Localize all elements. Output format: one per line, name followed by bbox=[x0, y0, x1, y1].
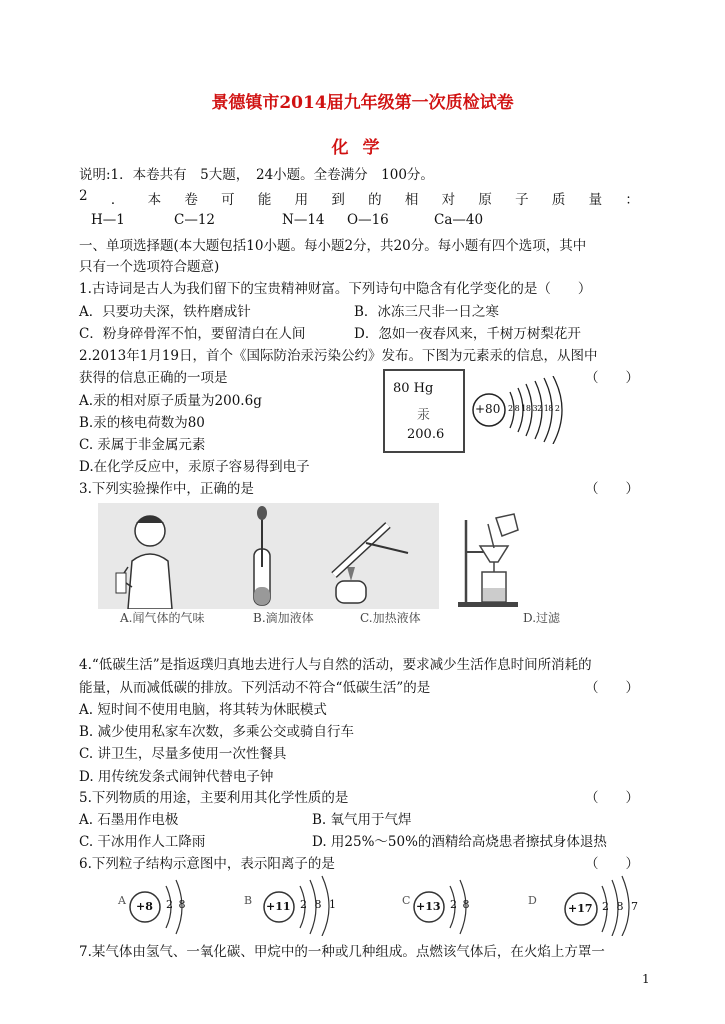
q1-option-c: C．粉身碎骨浑不怕，要留清白在人间 bbox=[79, 326, 306, 342]
subject-title: 化学 bbox=[331, 138, 394, 158]
q6-option-c-diagram bbox=[380, 872, 480, 936]
q6-option-c-letter: C bbox=[402, 894, 411, 907]
mass-ca: Ca—40 bbox=[434, 212, 484, 228]
q3-answer-paren: （ ） bbox=[585, 481, 639, 497]
electron-shells: 2 8 18 32 18 2 bbox=[508, 404, 560, 413]
filtration-illustration bbox=[452, 510, 522, 610]
element-mass: 200.6 bbox=[407, 427, 445, 442]
q3-label-d: D.过滤 bbox=[523, 611, 561, 625]
q6-option-b-shells: 2 8 1 bbox=[300, 898, 336, 911]
mass-n: N—14 bbox=[282, 212, 325, 228]
exam-title: 景德镇市2014届九年级第一次质检试卷 bbox=[211, 93, 514, 113]
q3-label-c: C.加热液体 bbox=[360, 611, 421, 623]
q6-option-a-nucleus: +8 bbox=[136, 900, 153, 913]
q1-stem: 1.古诗词是古人为我们留下的宝贵精神财富。下列诗句中隐含有化学变化的是（ ） bbox=[79, 281, 592, 297]
q5-stem: 5.下列物质的用途，主要利用其化学性质的是 bbox=[79, 790, 349, 806]
q4-option-b: B. 减少使用私家车次数，多乘公交或骑自行车 bbox=[79, 724, 355, 740]
q5-option-a: A. 石墨用作电极 bbox=[79, 812, 179, 828]
mercury-element-card bbox=[383, 369, 465, 453]
page-number: 1 bbox=[642, 972, 650, 986]
q4-option-c: C. 讲卫生，尽量多使用一次性餐具 bbox=[79, 746, 287, 762]
q4-stem-cont: 能量，从而减低碳的排放。下列活动不符合“低碳生活”的是 bbox=[79, 680, 431, 696]
q6-option-d-nucleus: +17 bbox=[568, 902, 593, 915]
q6-option-b-diagram bbox=[230, 872, 340, 936]
q2-option-b: B.汞的核电荷数为80 bbox=[79, 415, 205, 431]
q4-option-d: D. 用传统发条式闹钟代替电子钟 bbox=[79, 769, 274, 785]
mass-o: O—16 bbox=[347, 212, 389, 228]
q1-option-b: B．冰冻三尺非一日之寒 bbox=[354, 304, 499, 320]
q7-stem: 7.某气体由氢气、一氧化碳、甲烷中的一种或几种组成。点燃该气体后，在火焰上方罩一 bbox=[79, 944, 605, 960]
q5-option-c: C. 干冰用作人工降雨 bbox=[79, 834, 206, 850]
q4-option-a: A. 短时间不使用电脑，将其转为休眠模式 bbox=[79, 702, 327, 718]
q2-stem-cont: 获得的信息正确的一项是 bbox=[79, 370, 228, 386]
q2-answer-paren: （ ） bbox=[585, 370, 639, 386]
q6-option-d-diagram bbox=[526, 872, 636, 936]
q2-option-a: A.汞的相对原子质量为200.6g bbox=[79, 393, 262, 409]
element-name: 汞 bbox=[417, 408, 431, 423]
atom-nucleus: +80 bbox=[475, 402, 501, 416]
q6-option-a-letter: A bbox=[118, 894, 126, 907]
lab-illustrations-abc bbox=[98, 503, 439, 609]
q6-option-d-shells: 2 8 7 bbox=[602, 900, 638, 913]
q6-option-d-letter: D bbox=[528, 894, 537, 907]
section1-heading-cont: 只有一个选项符合题意) bbox=[79, 259, 220, 275]
q6-option-c-shells: 2 8 bbox=[450, 898, 470, 911]
atomic-mass-label: 2 ． 本 卷 可 能 用 到 的 相 对 原 子 质 量 ： bbox=[79, 188, 639, 208]
mass-h: H—1 bbox=[91, 212, 125, 228]
q2-stem: 2.2013年1月19日，首个《国际防治汞污染公约》发布。下图为元素汞的信息，从图中 bbox=[79, 348, 598, 364]
q3-label-b: B.滴加液体 bbox=[253, 611, 314, 623]
lab-labels-strip bbox=[98, 609, 439, 623]
element-number-symbol: 80 Hg bbox=[393, 381, 434, 396]
q3-label-a: A.闻气体的气味 bbox=[120, 611, 205, 623]
q5-option-d: D. 用25%～50%的酒精给高烧患者擦拭身体退热 bbox=[312, 834, 607, 850]
q3-stem: 3.下列实验操作中，正确的是 bbox=[79, 481, 254, 497]
q6-option-a-diagram bbox=[96, 872, 196, 936]
q2-option-d: D.在化学反应中，汞原子容易得到电子 bbox=[79, 459, 310, 475]
section1-heading: 一、单项选择题(本大题包括10小题。每小题2分，共20分。每小题有四个选项，其中 bbox=[79, 238, 587, 254]
mercury-atom-structure bbox=[470, 376, 580, 444]
q4-stem: 4.“低碳生活”是指返璞归真地去进行人与自然的活动，要求减少生活作息时间所消耗的 bbox=[79, 657, 592, 673]
q4-answer-paren: （ ） bbox=[585, 680, 639, 696]
q1-option-d: D．忽如一夜春风来，千树万树梨花开 bbox=[354, 326, 581, 342]
q6-stem: 6.下列粒子结构示意图中，表示阳离子的是 bbox=[79, 856, 335, 872]
q5-option-b: B. 氧气用于气焊 bbox=[312, 812, 412, 828]
q1-option-a: A．只要功夫深，铁杵磨成针 bbox=[79, 304, 251, 320]
q6-answer-paren: （ ） bbox=[585, 856, 639, 872]
q6-option-b-letter: B bbox=[244, 894, 253, 907]
q6-option-a-shells: 2 8 bbox=[166, 898, 186, 911]
q5-answer-paren: （ ） bbox=[585, 790, 639, 806]
q6-option-b-nucleus: +11 bbox=[266, 900, 291, 913]
mass-c: C—12 bbox=[174, 212, 216, 228]
q6-option-c-nucleus: +13 bbox=[416, 900, 441, 913]
exam-note: 说明:1．本卷共有 5大题， 24小题。全卷满分 100分。 bbox=[79, 167, 434, 183]
q2-option-c: C. 汞属于非金属元素 bbox=[79, 437, 206, 453]
